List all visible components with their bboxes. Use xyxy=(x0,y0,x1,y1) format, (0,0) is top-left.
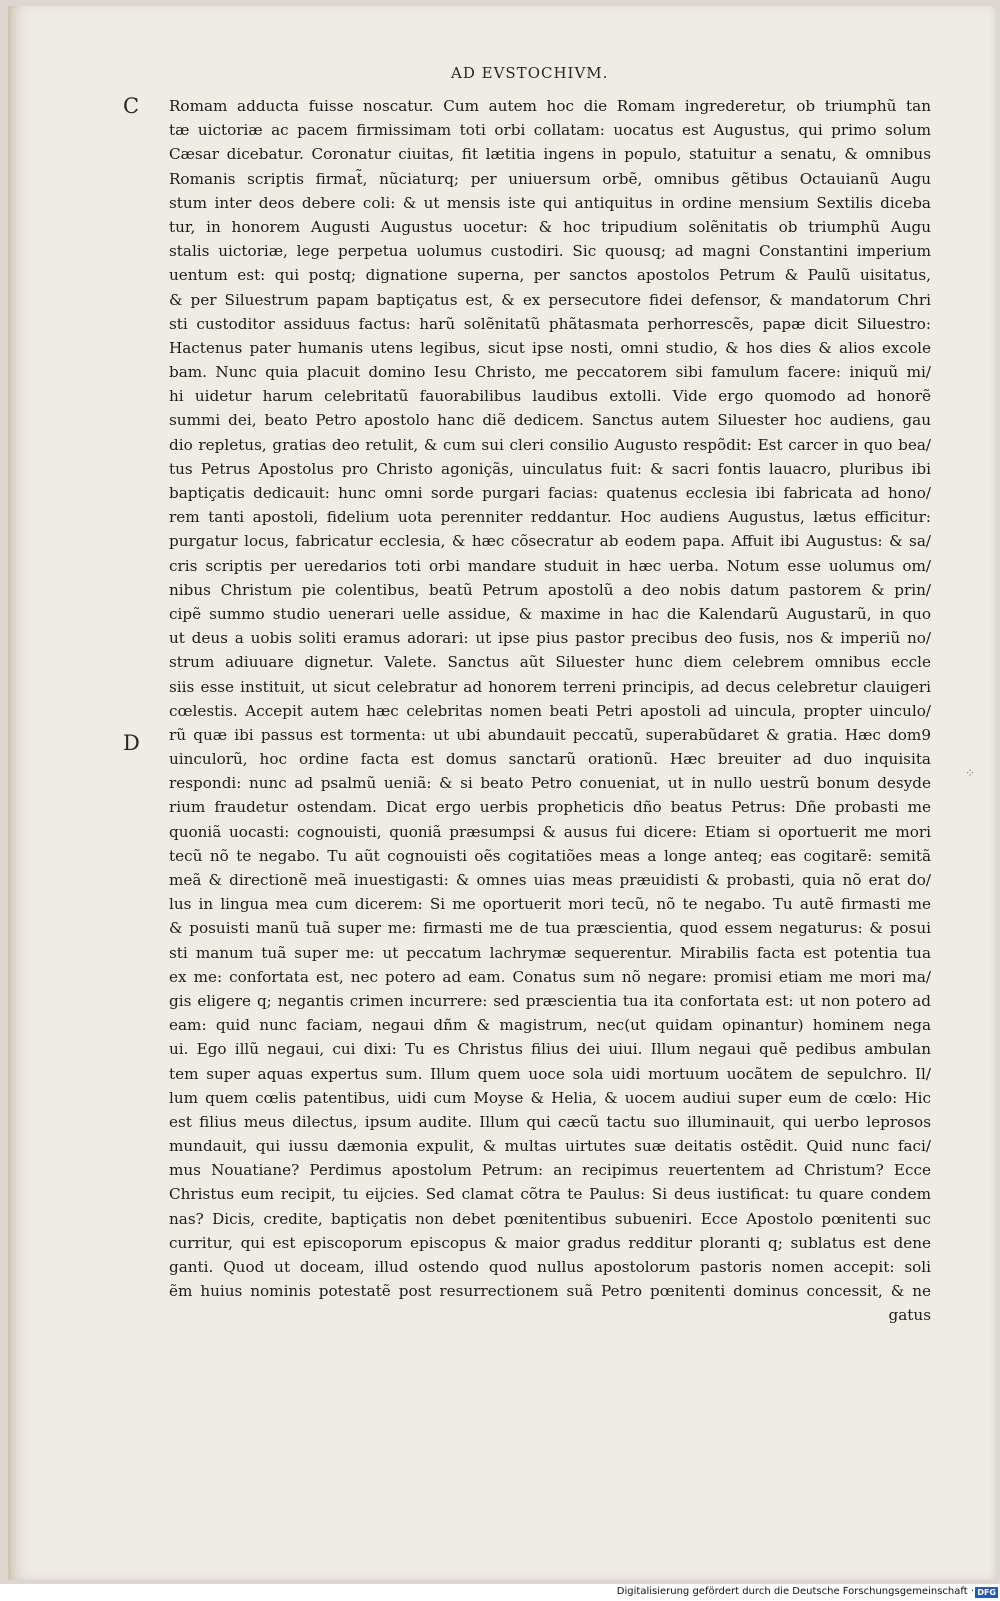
text-line: respondi: nunc ad psalmũ ueniã: & si beato Petro conueniat, ut in nullo uestrũ bonum desyde xyxy=(169,774,931,793)
text-line: baptiçatis dedicauit: hunc omni sorde purgari facias: quatenus ecclesia ibi fabricata ad hono/ xyxy=(169,484,931,502)
text-line: mundauit, qui iussu dæmonia expulit, & multas uirtutes suæ deitatis ostẽdit. Quid nunc faci/ xyxy=(169,1137,931,1156)
text-line: gatus xyxy=(888,1306,931,1325)
text-line: Hactenus pater humanis utens legibus, sicut ipse nosti, omni studio, & hos dies & alios excole xyxy=(169,338,931,357)
text-line: summi dei, beato Petro apostolo hanc diẽ dedicem. Sanctus autem Siluester hoc audiens, gau xyxy=(169,411,931,430)
text-line: Romanis scriptis firmat̃, nũciaturq; per uniuersum orbẽ, omnibus gẽtibus Octauianũ Augu xyxy=(169,169,931,188)
margin-marker-d: D xyxy=(123,731,140,755)
text-line: sti manum tuã super me: ut peccatum lachrymæ sequerentur. Mirabilis facta est potentia tua xyxy=(169,943,931,962)
text-line: siis esse instituit, ut sicut celebratur ad honorem terreni principis, ad decus celebretur clauigeri xyxy=(169,677,931,696)
text-line: rem tanti apostoli, fidelium uota perenniter reddantur. Hoc audiens Augustus, lætus efficitur: xyxy=(169,508,931,527)
text-line: ẽm huius nominis potestatẽ post resurrectionem suã Petro pœnitenti dominus concessit, & ne xyxy=(169,1282,931,1301)
digitization-footer xyxy=(0,1584,1000,1601)
text-line: lus in lingua mea cum dicerem: Si me oportuerit mori tecũ, nõ te negabo. Tu autẽ firmasti me xyxy=(169,895,931,914)
text-line: ex me: confortata est, nec potero ad eam. Conatus sum nõ negare: promisi etiam me mori ma/ xyxy=(169,967,931,986)
text-line: meã & directionẽ meã inuestigasti: & omnes uias meas præuidisti & probasti, quia nõ erat do/ xyxy=(169,871,931,889)
text-line: purgatur locus, fabricatur ecclesia, & hæc cõsecratur ab eodem papa. Affuit ibi Augustus: & sa/ xyxy=(169,532,931,551)
running-title: AD EVSTOCHIVM. xyxy=(451,64,609,82)
margin-ornament-icon: ⁘ xyxy=(965,766,976,780)
text-line: rũ quæ ibi passus est tormenta: ut ubi abundauit peccatũ, superabũdaret & gratia. Hæc dom9 xyxy=(169,725,931,744)
text-line: cris scriptis per ueredarios toti orbi mandare studuit in hæc uerba. Notum esse uolumus om/ xyxy=(169,556,931,575)
text-line: nas? Dicis, credite, baptiçatis non debet pœnitentibus subueniri. Ecce Apostolo pœnitenti suc xyxy=(169,1209,931,1228)
text-line: strum adiuuare dignetur. Valete. Sanctus aũt Siluester hunc diem celebrem omnibus eccle xyxy=(169,653,931,672)
text-line: rium fraudetur ostendam. Dicat ergo uerbis propheticis dño beatus Petrus: Dñe probasti me xyxy=(169,798,931,817)
text-line: tecũ nõ te negabo. Tu aũt cognouisti oẽs cogitatiões meas a longe anteq; eas cogitarẽ: semitã xyxy=(169,846,931,865)
text-line: tæ uictoriæ ac pacem firmissimam toti orbi collatam: uocatus est Augustus, qui primo solum xyxy=(169,121,931,140)
text-block xyxy=(169,94,931,1328)
text-line: hi uidetur harum celebritatũ fauorabilibus laudibus extolli. Vide ergo quomodo ad honorẽ xyxy=(169,387,931,406)
book-page xyxy=(8,6,997,1580)
text-line: bam. Nunc quia placuit domino Iesu Christo, me peccatorem sibi famulum facere: iniquũ mi/ xyxy=(169,363,931,382)
text-line: stum inter deos debere coli: & ut mensis iste qui antiquitus in ordine mensium Sextilis diceba xyxy=(169,193,931,212)
text-line: nibus Christum pie colentibus, beatũ Petrum apostolũ a deo nobis datum pastorem & prin/ xyxy=(169,580,931,599)
text-line: ui. Ego illũ negaui, cui dixi: Tu es Christus filius dei uiui. Illum negaui quẽ pedibus ambulan xyxy=(169,1040,931,1059)
text-line: sti custoditor assiduus factus: harũ solẽnitatũ phãtasmata perhorrescẽs, papæ dicit Siluestro: xyxy=(169,314,931,333)
text-line: ut deus a uobis soliti eramus adorari: ut ipse pius pastor precibus deo fusis, nos & imperiũ no/ xyxy=(169,629,931,648)
text-line: dio repletus, gratias deo retulit, & cum sui cleri consilio Augusto respõdit: Est carcer in quo bea/ xyxy=(169,435,931,454)
text-line: Cæsar dicebatur. Coronatur ciuitas, fit lætitia ingens in populo, statuitur a senatu, & omnibus xyxy=(169,145,931,164)
text-line: uentum est: qui postq; dignatione superna, per sanctos apostolos Petrum & Paulũ uisitatus, xyxy=(169,266,931,285)
text-line: ganti. Quod ut doceam, illud ostendo quod nullus apostolorum pastoris nomen accepit: soli xyxy=(169,1258,931,1276)
text-line: curritur, qui est episcoporum episcopus & maior gradus redditur ploranti q; sublatus est dene xyxy=(169,1233,931,1252)
text-line: gis eligere q; negantis crimen incurrere: sed præscientia tua ita confortata est: ut non potero ad xyxy=(169,991,931,1010)
text-line: Christus eum recipit, tu eijcies. Sed clamat cõtra te Paulus: Si deus iustificat: tu quare condem xyxy=(169,1185,931,1204)
text-line: & posuisti manũ tuã super me: firmasti me de tua præscientia, quod essem negaturus: & posui xyxy=(169,919,931,938)
text-line: est filius meus dilectus, ipsum audite. Illum qui cæcũ tactu suo illuminauit, qui uerbo leprosos xyxy=(169,1112,931,1131)
text-line: cœlestis. Accepit autem hæc celebritas nomen beati Petri apostoli ad uincula, propter uinculo/ xyxy=(169,701,931,720)
text-line: tur, in honorem Augusti Augustus uocetur: & hoc tripudium solẽnitatis ob triumphũ Augu xyxy=(169,217,931,236)
text-line: eam: quid nunc faciam, negaui dñm & magistrum, nec(ut quidam opinantur) hominem nega xyxy=(169,1016,931,1035)
text-line: cipẽ summo studio uenerari uelle assidue, & maxime in hac die Kalendarũ Augustarũ, in quo xyxy=(169,604,931,623)
text-line: stalis uictoriæ, lege perpetua uolumus custodiri. Sic quousq; ad magni Constantini imperium xyxy=(169,242,931,261)
footer-credit: Digitalisierung gefördert durch die Deutsche Forschungsgemeinschaft · xyxy=(616,1586,974,1597)
text-line: & per Siluestrum papam baptiçatus est, & ex persecutore fidei defensor, & mandatorum Chri xyxy=(169,290,931,309)
text-line: uinculorũ, hoc ordine facta est domus sanctarũ orationũ. Hæc breuiter ad duo inquisita xyxy=(169,750,931,769)
text-line: mus Nouatiane? Perdimus apostolum Petrum: an recipimus reuertentem ad Christum? Ecce xyxy=(169,1161,931,1180)
dfg-logo-icon: DFG xyxy=(977,1588,996,1597)
text-line: quoniã uocasti: cognouisti, quoniã præsumpsi & ausus fui dicere: Etiam si oportuerit me mori xyxy=(169,822,931,841)
text-line: tem super aquas expertus sum. Illum quem uoce sola uidi mortuum uocãtem de sepulchro. Il/ xyxy=(169,1064,931,1083)
text-line: Romam adducta fuisse noscatur. Cum autem hoc die Romam ingrederetur, ob triumphũ tan xyxy=(169,97,931,115)
text-line: lum quem cœlis patentibus, uidi cum Moyse & Helia, & uocem audiui super eum de cœlo: Hic xyxy=(169,1088,931,1107)
text-line: tus Petrus Apostolus pro Christo agoniçãs, uinculatus fuit: & sacri fontis lauacro, pluribus ibi xyxy=(169,459,931,478)
margin-marker-c: C xyxy=(123,94,140,118)
